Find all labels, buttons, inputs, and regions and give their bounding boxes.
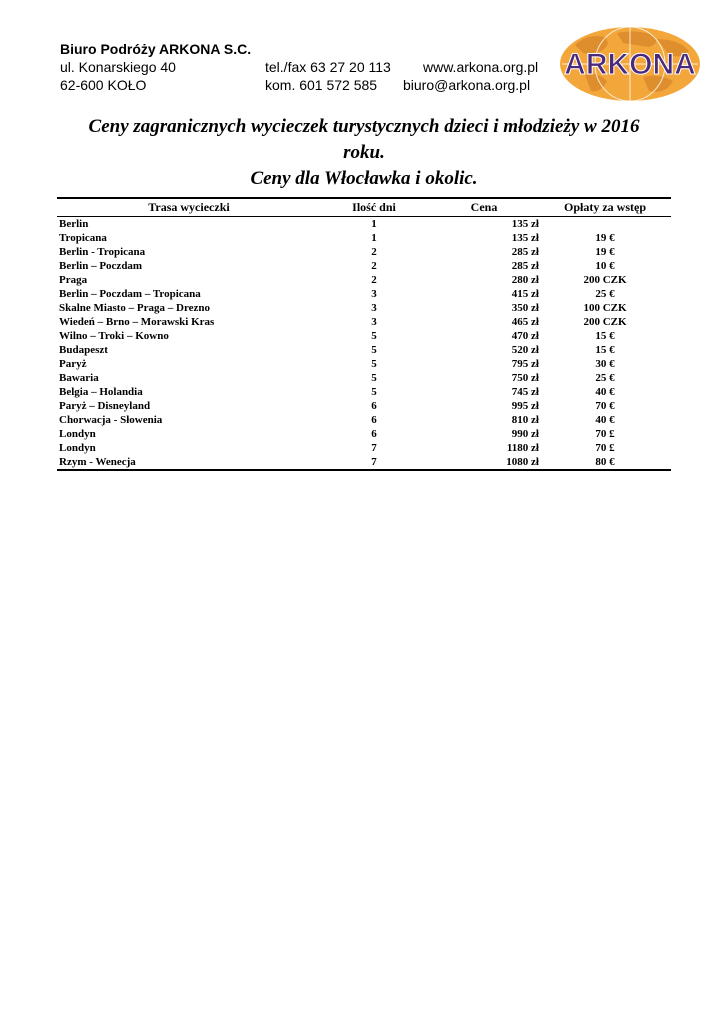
days-cell: 2 xyxy=(371,260,377,272)
route-cell: Berlin – Poczdam – Tropicana xyxy=(59,288,201,300)
price-cell: 280 zł xyxy=(511,274,539,286)
table-row xyxy=(57,231,671,245)
days-cell: 2 xyxy=(371,274,377,286)
mobile: kom. 601 572 585 xyxy=(265,77,378,93)
route-cell: Rzym - Wenecja xyxy=(59,456,136,468)
price-cell: 470 zł xyxy=(511,330,539,342)
table-row xyxy=(57,259,671,273)
fee-cell: 15 € xyxy=(595,344,615,356)
email-link[interactable]: biuro@arkona.org.pl xyxy=(403,77,531,93)
phone: tel./fax 63 27 20 113 xyxy=(265,59,391,75)
route-cell: Belgia – Holandia xyxy=(59,386,143,398)
route-cell: Berlin – Poczdam xyxy=(59,260,143,272)
fee-cell: 100 CZK xyxy=(583,302,627,314)
route-cell: Praga xyxy=(59,274,88,286)
company-name: Biuro Podróży ARKONA S.C. xyxy=(60,41,252,57)
logo-text: ARKONA xyxy=(564,48,696,81)
days-cell: 2 xyxy=(371,246,377,258)
header-days: Ilość dni xyxy=(352,200,396,214)
route-cell: Wiedeń – Brno – Morawski Kras xyxy=(59,316,215,328)
days-cell: 1 xyxy=(371,218,377,230)
price-cell: 465 zł xyxy=(511,316,539,328)
route-cell: Bawaria xyxy=(59,372,99,384)
title-line-2: roku. xyxy=(343,142,385,163)
contact-line-1 xyxy=(60,58,550,76)
days-cell: 6 xyxy=(371,400,377,412)
fee-cell: 40 € xyxy=(595,414,615,426)
contact-line-2 xyxy=(60,76,550,94)
route-cell: Berlin xyxy=(59,218,89,230)
header-fee: Opłaty za wstęp xyxy=(564,200,646,214)
days-cell: 5 xyxy=(371,344,377,356)
table-row xyxy=(57,329,671,343)
fee-cell: 19 € xyxy=(595,246,615,258)
fee-cell: 30 € xyxy=(595,358,615,370)
price-cell: 135 zł xyxy=(511,232,539,244)
header-contact xyxy=(60,40,550,94)
days-cell: 5 xyxy=(371,358,377,370)
table-row xyxy=(57,315,671,329)
table-row xyxy=(57,427,671,441)
route-cell: Londyn xyxy=(59,428,96,440)
title-line-1: Ceny zagranicznych wycieczek turystycznych dzieci i młodzieży w 2016 xyxy=(88,116,640,137)
fee-cell: 40 € xyxy=(595,386,615,398)
table-row xyxy=(57,455,671,470)
price-cell: 285 zł xyxy=(511,260,539,272)
table-row xyxy=(57,245,671,259)
days-cell: 1 xyxy=(371,232,377,244)
city: 62-600 KOŁO xyxy=(60,77,147,93)
table-row xyxy=(57,343,671,357)
fee-cell: 200 CZK xyxy=(583,274,627,286)
fee-cell: 70 £ xyxy=(595,442,615,454)
fee-cell: 15 € xyxy=(595,330,615,342)
days-cell: 3 xyxy=(371,288,377,300)
website-link[interactable]: www.arkona.org.pl xyxy=(423,59,539,75)
table-row xyxy=(57,441,671,455)
address: ul. Konarskiego 40 xyxy=(60,59,176,75)
days-cell: 5 xyxy=(371,330,377,342)
fee-cell xyxy=(539,217,671,232)
route-cell: Skalne Miasto – Praga – Drezno xyxy=(59,302,211,314)
price-table xyxy=(57,197,671,471)
fee-cell: 80 € xyxy=(595,456,615,468)
days-cell: 6 xyxy=(371,414,377,426)
price-cell: 135 zł xyxy=(511,218,539,230)
table-row xyxy=(57,385,671,399)
price-cell: 520 zł xyxy=(511,344,539,356)
header-route: Trasa wycieczki xyxy=(148,200,230,214)
price-rows xyxy=(57,217,671,471)
route-cell: Chorwacja - Słowenia xyxy=(59,414,163,426)
route-cell: Budapeszt xyxy=(59,344,108,356)
days-cell: 5 xyxy=(371,386,377,398)
route-cell: Tropicana xyxy=(59,232,107,244)
fee-cell: 25 € xyxy=(595,288,615,300)
days-cell: 3 xyxy=(371,302,377,314)
table-row xyxy=(57,301,671,315)
route-cell: Paryż xyxy=(59,358,87,370)
price-cell: 1080 zł xyxy=(506,456,539,468)
route-cell: Paryż – Disneyland xyxy=(59,400,151,412)
table-row xyxy=(57,413,671,427)
table-row xyxy=(57,357,671,371)
days-cell: 7 xyxy=(371,442,377,454)
route-cell: Wilno – Troki – Kowno xyxy=(59,330,169,342)
table-row xyxy=(57,273,671,287)
price-cell: 995 zł xyxy=(511,400,539,412)
price-cell: 750 zł xyxy=(511,372,539,384)
table-row xyxy=(57,371,671,385)
fee-cell: 70 € xyxy=(595,400,615,412)
price-cell: 1180 zł xyxy=(506,442,539,454)
price-cell: 745 zł xyxy=(511,386,539,398)
price-cell: 350 zł xyxy=(511,302,539,314)
fee-cell: 200 CZK xyxy=(583,316,627,328)
fee-cell: 25 € xyxy=(595,372,615,384)
days-cell: 3 xyxy=(371,316,377,328)
table-header-row xyxy=(57,198,671,217)
price-cell: 810 zł xyxy=(511,414,539,426)
days-cell: 7 xyxy=(371,456,377,468)
table-row xyxy=(57,217,671,232)
header-price: Cena xyxy=(470,200,498,214)
fee-cell: 70 £ xyxy=(595,428,615,440)
price-cell: 795 zł xyxy=(511,358,539,370)
table-row xyxy=(57,287,671,301)
table-row xyxy=(57,399,671,413)
page-title xyxy=(60,114,668,192)
route-cell: Londyn xyxy=(59,442,96,454)
fee-cell: 10 € xyxy=(595,260,615,272)
route-cell: Berlin - Tropicana xyxy=(59,246,146,258)
title-line-3: Ceny dla Włocławka i okolic. xyxy=(250,168,478,189)
price-cell: 285 zł xyxy=(511,246,539,258)
arkona-logo xyxy=(557,25,704,103)
days-cell: 6 xyxy=(371,428,377,440)
days-cell: 5 xyxy=(371,372,377,384)
fee-cell: 19 € xyxy=(595,232,615,244)
price-cell: 990 zł xyxy=(511,428,539,440)
price-cell: 415 zł xyxy=(511,288,539,300)
